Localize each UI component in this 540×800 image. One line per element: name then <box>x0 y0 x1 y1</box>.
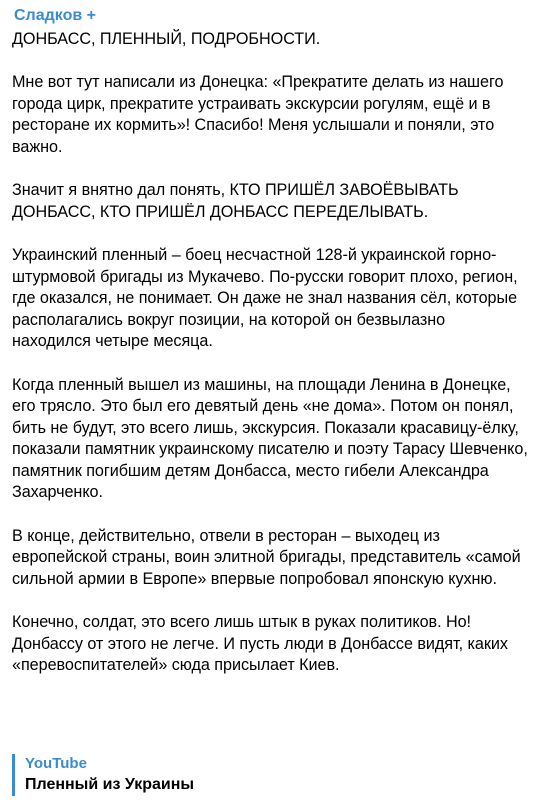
post-text <box>12 29 528 677</box>
channel-name-link[interactable]: Сладков + <box>14 7 96 24</box>
post-paragraph: Значит я внятно дал понять, КТО ПРИШЁЛ ЗАВОЁВЫВАТЬ ДОНБАСС, КТО ПРИШЁЛ ДОНБАСС ПЕРЕДЕЛЫВАТЬ. <box>12 181 459 221</box>
post-paragraph: Конечно, солдат, это всего лишь штык в руках политиков. Но! Донбассу от этого не легче. И пусть люди в Донбассе видят, каких «перевоспитателей» сюда присылает Киев. <box>12 613 508 675</box>
post-paragraph: Когда пленный вышел из машины, на площади Ленина в Донецке, его трясло. Это был его девятый день «не дома». Потом он понял, бить не будут, это всего лишь, экскурсия. Показали красавицу-ёлку, показали памятник украинскому писателю и поэту Тарасу Шевченко, памятник погибшим детям Донбасса, место гибели Александра Захарченко. <box>12 375 528 502</box>
link-preview-site-name: YouTube <box>25 755 87 772</box>
link-preview-title: Пленный из Украины <box>25 776 195 793</box>
post-paragraph: В конце, действительно, отвели в ресторан – выходец из европейской страны, воин элитной бригады, представитель «самой сильной армии в Европе» впервые попробовал японскую кухню. <box>12 526 521 588</box>
post-title: ДОНБАСС, ПЛЕННЫЙ, ПОДРОБНОСТИ. <box>12 30 321 48</box>
link-preview-youtube[interactable] <box>12 754 194 796</box>
post-paragraph: Украинский пленный – боец несчастной 128-й украинской горно-штурмовой бригады из Мукачево. По-русски говорит плохо, регион, где оказался, не понимает. Он даже не знал названия сёл, которые располагались вокруг позиции, на которой он безвылазно находился четыре месяца. <box>12 245 518 351</box>
post-paragraph: Мне вот тут написали из Донецка: «Прекратите делать из нашего города цирк, прекратите устраивать экскурсии рогулям, ещё и в ресторане их кормить»! Спасибо! Меня услышали и поняли, это важно. <box>12 73 504 156</box>
